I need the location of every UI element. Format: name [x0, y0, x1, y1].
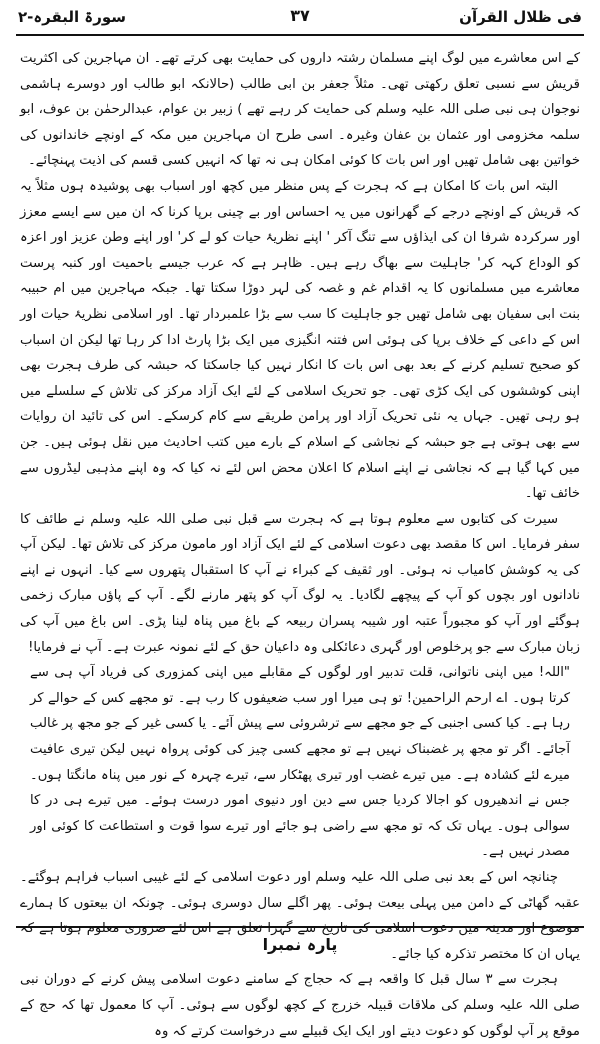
header-divider	[16, 34, 584, 36]
book-title: فی ظلال القرآن	[459, 8, 582, 26]
paragraph-5: چنانچہ اس کے بعد نبی صلی اللہ علیہ وسلم اور دعوت اسلامی کے لئے غیبی اسباب فراہم ہوگئے۔ عقبہ گھاٹی کے دامن میں پہلی بیعت ہوئی۔ پھر اگلے سال دوسری ہوئی۔ چونکہ ان بیعتوں کا ہمارے موضوع اور مدینہ میں دعوت اسلامی کی تاریخ سے گہرا تعلق ہے اس لئے ضروری معلوم ہوتا ہے کہ یہاں ان کا مختصر تذکرہ کیا جائے۔	[20, 870, 580, 962]
paragraph-3: سیرت کی کتابوں سے معلوم ہوتا ہے کہ ہجرت سے قبل نبی صلی اللہ علیہ وسلم نے طائف کا سفر فرمایا۔ اس کا مقصد بھی دعوت اسلامی کے لئے ایک آزاد اور مامون مرکز کی تلاش تھا۔ لیکن آپ کی یہ کوشش کامیاب نہ ہوئی۔ اور ثقیف کے کبراء نے آپ کا استقبال پتھروں سے کیا۔ انہوں نے اپنے نادانوں اور بچوں کو آپ کے پیچھے لگادیا۔ یہ لوگ آپ کو پتھر مارنے لگے۔ آپ کے پاؤں مبارک زخمی ہوگئے اور آپ کو مجبوراً عتبہ اور شیبہ پسران ربیعہ کے باغ میں پناہ لینا پڑی۔ اس باغ میں آپ کی زبان مبارک سے جو پرخلوص اور گہری دعائکلی وہ داعیان حق کے لئے نمونہ عبرت ہے۔ آپ نے فرمایا!	[20, 511, 580, 655]
paragraph-6: ہجرت سے ۳ سال قبل کا واقعہ ہے کہ حجاج کے سامنے دعوت اسلامی پیش کرنے کے دوران نبی صلی اللہ علیہ وسلم کی ملاقات قبیلہ خزرج کے کچھ لوگوں سے ہوئی۔ آپ کا معمول تھا کہ حج کے موقع پر آپ لوگوں کو دعوت دیتے اور ایک ایک قبیلے سے درخواست کرتے کہ وہ	[20, 972, 580, 1039]
para-label: پارہ نمبرا	[262, 935, 338, 954]
page-header	[18, 6, 582, 32]
page-number: ۳۷	[290, 6, 310, 25]
paragraph-2: البتہ اس بات کا امکان ہے کہ ہجرت کے پس منظر میں کچھ اور اسباب بھی پوشیدہ ہوں مثلاً یہ کہ قریش کے اونچے درجے کے گھرانوں میں یہ احساس اور بے چینی برپا کرنا کہ ان میں سے ایسے معزز اور سرکردہ شرفا ان کی ایذاؤں سے تنگ آکر ' اپنے نظریۂ حیات کو لے کر' اور اپنے وطن عزیز اور اعزہ کو الوداع کہہ کر' جاہلیت سے بھاگ رہے ہیں۔ ظاہر ہے کہ عرب جیسے باحمیت اور کنبہ پرست معاشرے میں مسلمانوں کا یہ اقدام غم و غصہ کی لہر دوڑا سکتا تھا۔ جبکہ مہاجرین میں ام حبیبہ بنت ابی سفیان بھی شامل تھیں جو جاہلیت کا سب سے بڑا علمبردار تھا۔ اور اسلامی نظریۂ حیات اور اس کے داعی کے خلاف برپا کی ہوئی اس فتنہ انگیزی میں ایک بڑا پارٹ ادا کر رہا تھا لیکن ان اسباب کو صحیح تسلیم کرنے کے بعد بھی اس بات کا انکار نہیں کیا جاسکتا کہ حبشہ کی طرف ہجرت بھی اپنی کوششوں کی ایک کڑی تھی۔ جو تحریک اسلامی کے لئے ایک آزاد مرکز کی تلاش کے سلسلے میں ہو رہی تھیں۔ جہاں یہ نئی تحریک آزاد اور پرامن طریقے سے کام کرسکے۔ اس کی تائید ان روایات سے بھی ہوتی ہے جو حبشہ کے نجاشی کے اسلام کے بارے میں کتب احادیث میں نقل ہوئی ہیں۔ جن میں کہا گیا ہے کہ نجاشی نے اپنے اسلام کا اعلان محض اس لئے نہ کیا کہ وہ اپنے مذہبی لیڈروں سے خائف تھا۔	[20, 178, 580, 502]
footer-divider	[16, 926, 584, 928]
prayer-quote: "اللہ! میں اپنی ناتوانی، قلت تدبیر اور لوگوں کے مقابلے میں اپنی کمزوری کی فریاد آپ ہی سے کرتا ہوں۔ اے ارحم الراحمین! تو ہی میرا اور سب ضعیفوں کا رب ہے۔ تو مجھے کس کے حوالے کر رہا ہے۔ کیا کسی اجنبی کے جو مجھے سے ترشروئی سے پیش آئے۔ یا کسی غیر کے جو مجھ پر غالب آجائے۔ اگر تو مجھ پر غضبناک نہیں ہے تو مجھے کسی چیز کی کوئی پرواہ نہیں لیکن تیری عافیت میرے لئے کشادہ ہے۔ میں تیرے غضب اور تیری پھٹکار سے، تیرے چہرہ کے نور میں پناہ مانگتا ہوں۔ جس نے اندھیروں کو اجالا کردیا جس سے دین اور دنیوی امور درست ہوئے۔ میں تیرے ہی در کا سوالی ہوں۔ یہاں تک کہ تو مجھ سے راضی ہو جائے اور تیرے سوا قوت و استطاعت کا کوئی اور مصدر نہیں ہے۔	[30, 665, 570, 860]
paragraph-1: کے اس معاشرے میں لوگ اپنے مسلمان رشتہ داروں کی حمایت بھی کرتے تھے۔ ان مہاجرین کی اکثریت قریش سے نسبی تعلق رکھتی تھی۔ مثلاً جعفر بن ابی طالب (حالانکہ ابو طالب اور دوسرے ہاشمی نوجوان ہی نبی صلی اللہ علیہ وسلم کی حمایت کر رہے تھے ) زبیر بن عوام، عبدالرحمٰن بن عوف، ابو سلمہ مخزومی اور عثمان بن عفان وغیرہ۔ اسی طرح ان مہاجرین میں مکہ کے اونچے خاندانوں کی خواتین بھی شامل تھیں اور اس بات کا کوئی امکان ہی نہ تھا کہ انہیں کسی قسم کی اذیت پہنچائے۔	[20, 51, 580, 169]
surah-title: سورۃ البقرہ-۲	[18, 8, 126, 26]
